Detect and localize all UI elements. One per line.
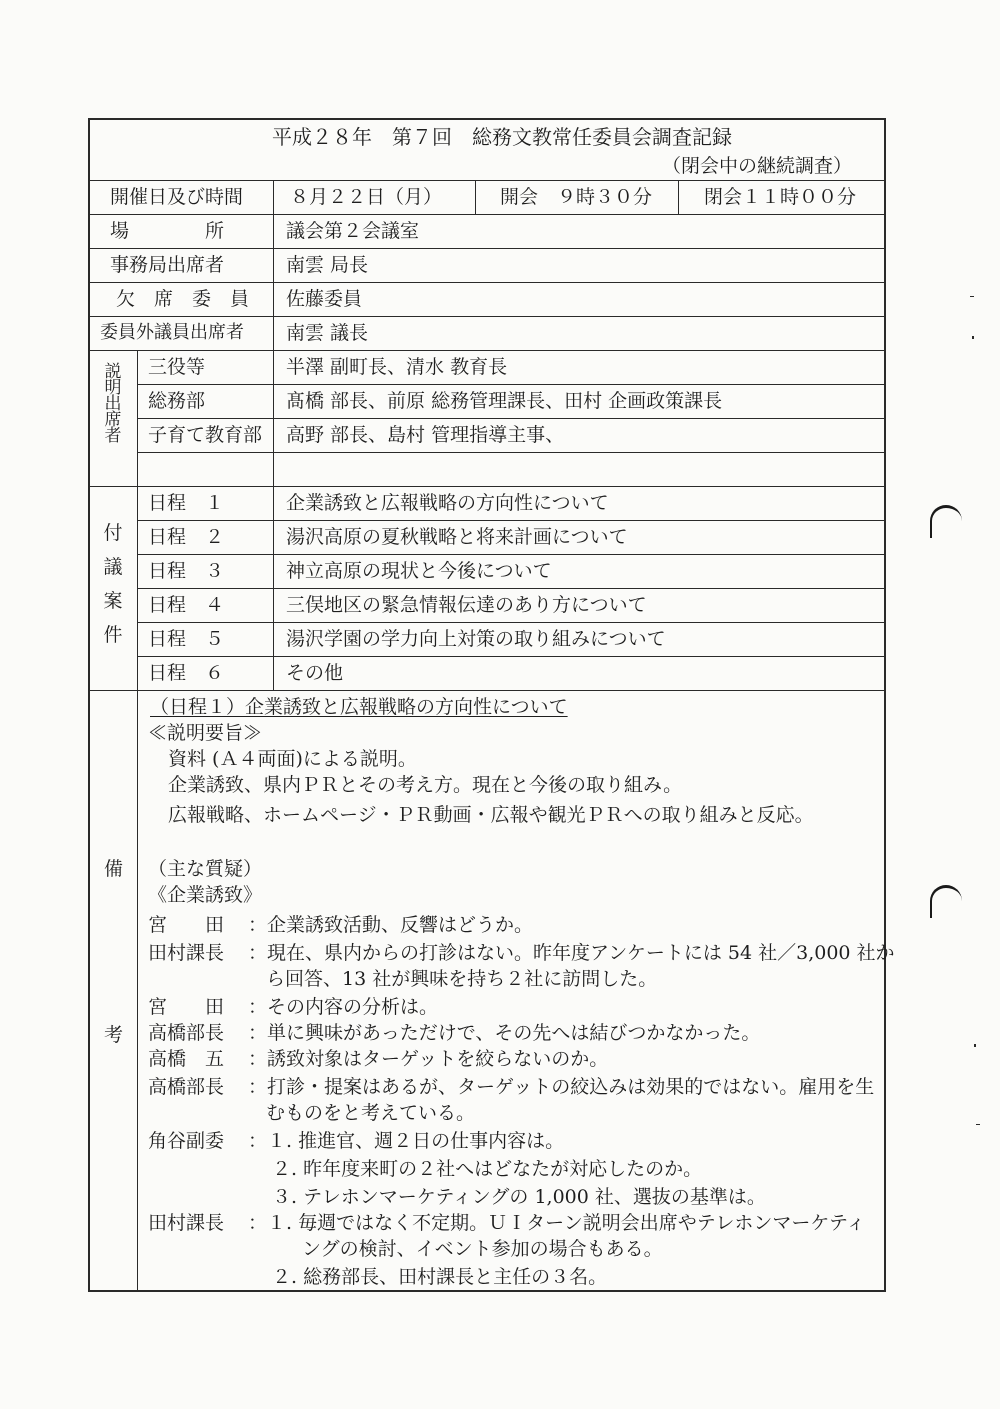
rule xyxy=(137,588,886,589)
agenda-no: 日程 ５ xyxy=(148,628,225,650)
qa-subheading: 《企業誘致》 xyxy=(148,884,263,906)
rule xyxy=(88,282,886,283)
agenda-no: 日程 ６ xyxy=(148,662,225,684)
qa-line: ２. 総務部長、田村課長と主任の３名。 xyxy=(272,1266,608,1288)
qa-speaker: 宮 田 xyxy=(148,996,225,1018)
absent-value: 佐藤委員 xyxy=(286,288,363,310)
date-label: 開催日及び時間 xyxy=(110,186,244,208)
agenda-topic: 企業誘致と広報戦略の方向性について xyxy=(286,492,609,514)
qa-line: ３. テレホンマーケティングの 1,000 社、選抜の基準は。 xyxy=(272,1186,766,1208)
qa-line: ：打診・提案はあるが、ターゲットの絞込みは効果的ではない。雇用を生 xyxy=(248,1076,875,1098)
qa-speaker: 田村課長 xyxy=(148,1212,225,1234)
agenda-topic: 三俣地区の緊急情報伝達のあり方について xyxy=(286,594,647,616)
qa-line: ：現在、県内からの打診はない。昨年度アンケートには 54 社／3,000 社か xyxy=(248,942,895,964)
record-title: 平成２８年 第７回 総務文教常任委員会調査記録 xyxy=(272,125,732,149)
qa-line: ングの検討、イベント参加の場合もある。 xyxy=(302,1238,663,1260)
rule xyxy=(88,316,886,317)
rule xyxy=(88,214,886,215)
summary-heading: ≪説明要旨≫ xyxy=(148,722,263,744)
place-label: 場 所 xyxy=(110,220,225,242)
agenda-no: 日程 ４ xyxy=(148,594,225,616)
rule xyxy=(137,452,886,453)
rule xyxy=(137,384,886,385)
qa-line: ：その内容の分析は。 xyxy=(248,996,439,1018)
qa-line: ：誘致対象はターゲットを絞らないのか。 xyxy=(248,1048,609,1070)
rule xyxy=(88,180,886,181)
office-label: 事務局出席者 xyxy=(110,254,225,276)
summary-line: 広報戦略、ホームページ・ＰＲ動画・広報や観光ＰＲへの取り組みと反応。 xyxy=(168,804,814,826)
qa-heading: （主な質疑） xyxy=(148,858,263,880)
agenda-section-label: 付議案件 xyxy=(103,522,123,646)
rule xyxy=(88,486,886,487)
rule xyxy=(273,180,274,350)
agenda-topic: 神立高原の現状と今後について xyxy=(286,560,552,582)
rule xyxy=(137,418,886,419)
rule xyxy=(88,350,886,351)
explainers-section-label: 説明出席者 xyxy=(104,362,122,446)
notes-label-top: 備 xyxy=(104,858,124,880)
agenda-no: 日程 １ xyxy=(148,492,225,514)
agenda-topic: 湯沢高原の夏秋戦略と将来計画について xyxy=(286,526,628,548)
explainer-dept: 総務部 xyxy=(148,390,206,412)
qa-line: ら回答、13 社が興味を持ち２社に訪問した。 xyxy=(266,968,658,990)
rule xyxy=(137,520,886,521)
date-value: ８月２２日（月） xyxy=(290,186,443,208)
close-time: 閉会１１時００分 xyxy=(704,186,857,208)
absent-label: 欠 席 委 員 xyxy=(116,288,250,310)
notes-heading: （日程１）企業誘致と広報戦略の方向性について xyxy=(150,696,568,718)
qa-speaker: 高橋 五 xyxy=(148,1048,225,1070)
rule xyxy=(678,180,679,214)
qa-line: ：企業誘致活動、反響はどうか。 xyxy=(248,914,534,936)
agenda-no: 日程 ２ xyxy=(148,526,225,548)
scan-speck xyxy=(972,336,974,339)
record-subtitle: （閉会中の継続調査） xyxy=(662,155,853,177)
punch-hole-icon xyxy=(930,885,962,918)
explainer-names: 高野 部長、島村 管理指導主事、 xyxy=(286,424,565,446)
office-value: 南雲 局長 xyxy=(286,254,369,276)
rule xyxy=(137,656,886,657)
qa-speaker: 高橋部長 xyxy=(148,1076,225,1098)
qa-line: ２. 昨年度来町の２社へはどなたが対応したのか。 xyxy=(272,1158,703,1180)
qa-speaker: 角谷副委 xyxy=(148,1130,225,1152)
qa-line: むものをと考えている。 xyxy=(266,1102,476,1124)
explainer-names: 半澤 副町長、清水 教育長 xyxy=(286,356,508,378)
punch-hole-icon xyxy=(930,505,962,538)
qa-line: ：１. 推進官、週２日の仕事内容は。 xyxy=(248,1130,565,1152)
rule xyxy=(273,350,274,690)
scan-speck xyxy=(974,1044,976,1047)
qa-speaker: 田村課長 xyxy=(148,942,225,964)
agenda-topic: 湯沢学園の学力向上対策の取り組みについて xyxy=(286,628,666,650)
explainer-dept: 三役等 xyxy=(148,356,206,378)
qa-speaker: 宮 田 xyxy=(148,914,225,936)
scan-speck xyxy=(976,1124,980,1125)
qa-speaker: 高橋部長 xyxy=(148,1022,225,1044)
rule xyxy=(475,180,476,214)
summary-line: 企業誘致、県内ＰＲとその考え方。現在と今後の取り組み。 xyxy=(168,774,683,796)
summary-line: 資料 (Ａ４両面)による説明。 xyxy=(168,748,417,770)
agenda-no: 日程 ３ xyxy=(148,560,225,582)
rule xyxy=(88,690,886,691)
explainer-names: 髙橋 部長、前原 総務管理課長、田村 企画政策課長 xyxy=(286,390,723,412)
outside-label: 委員外議員出席者 xyxy=(100,322,244,343)
open-time: 開会 ９時３０分 xyxy=(500,186,653,208)
agenda-topic: その他 xyxy=(286,662,344,684)
place-value: 議会第２会議室 xyxy=(286,220,420,242)
qa-line: ：単に興味があっただけで、その先へは結びつかなかった。 xyxy=(248,1022,761,1044)
notes-label-bottom: 考 xyxy=(104,1024,124,1046)
rule xyxy=(88,248,886,249)
scan-speck xyxy=(970,296,974,297)
rule xyxy=(137,622,886,623)
rule xyxy=(137,554,886,555)
qa-line: ：１. 毎週ではなく不定期。ＵＩターン説明会出席やテレホンマーケティ xyxy=(248,1212,866,1234)
outside-value: 南雲 議長 xyxy=(286,322,369,344)
explainer-dept: 子育て教育部 xyxy=(148,424,263,446)
rule xyxy=(137,350,138,1292)
